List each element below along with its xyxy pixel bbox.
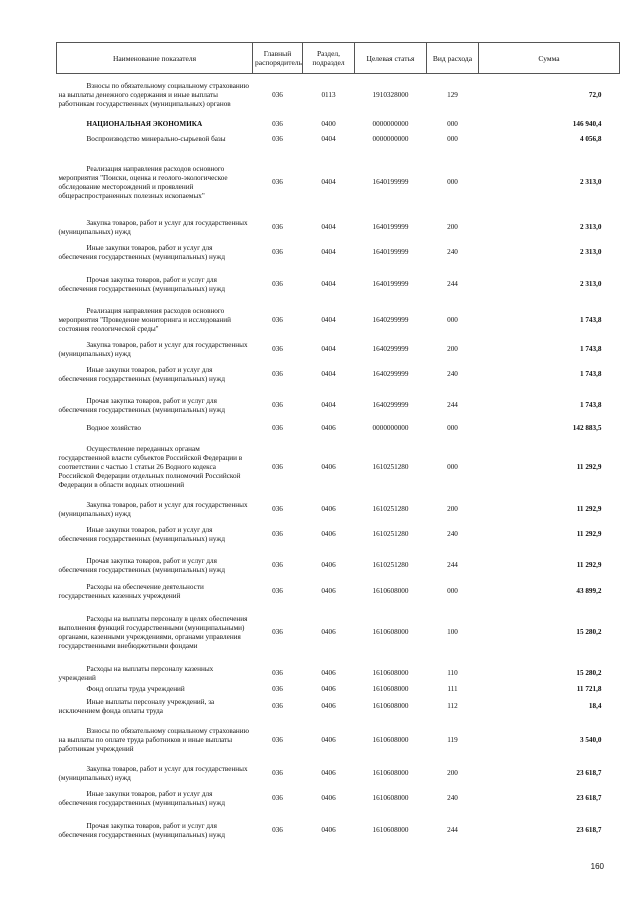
row-name: Воспроизводство минерально-сырьевой базы	[86, 135, 226, 143]
row-name-cell	[57, 582, 253, 602]
row-name: Закупка товаров, работ и услуг для государственных (муниципальных) нужд	[58, 764, 248, 782]
row-section: 0404	[321, 316, 336, 324]
row-expense-type: 244	[447, 826, 458, 834]
row-sum: 15 280,2	[576, 628, 602, 636]
row-expense-type: 240	[447, 794, 458, 802]
row-name-cell	[57, 602, 253, 664]
row-target-article: 1610608000	[372, 794, 409, 802]
row-target-article: 1610251280	[372, 561, 409, 569]
row-chief-manager: 036	[272, 120, 283, 128]
row-sum: 23 618,7	[576, 794, 602, 802]
row-name-cell	[57, 218, 253, 238]
row-chief-manager: 036	[272, 370, 283, 378]
row-expense-type: 240	[447, 370, 458, 378]
row-name: Закупка товаров, работ и услуг для государственных (муниципальных) нужд	[58, 218, 248, 236]
row-name: Закупка товаров, работ и услуг для государственных (муниципальных) нужд	[58, 340, 248, 358]
row-name: Реализация направления расходов основного мероприятия "Поиски, оценка и геолого-экологическое обследование месторождений и проявлений общераспространенных полезных ископаемых"	[58, 164, 228, 200]
row-name: Осуществление переданных органам государственной власти субъектов Российской Федерации в соответствии с частью 1 статьи 26 Водного кодекса Российской Федерации отдельных полномочий Российской Федерации в области водных отношений	[58, 445, 243, 489]
row-target-article: 1610251280	[372, 530, 409, 538]
row-target-article: 0000000000	[372, 135, 409, 143]
row-target-article: 1640199999	[372, 178, 409, 186]
row-section: 0404	[321, 248, 336, 256]
table-row	[57, 422, 620, 436]
row-name: Водное хозяйство	[86, 424, 142, 432]
row-expense-type: 110	[447, 669, 458, 677]
row-expense-type: 244	[447, 401, 458, 409]
row-expense-type: 000	[447, 316, 458, 324]
row-name-cell	[57, 132, 253, 148]
row-expense-type: 000	[447, 135, 458, 143]
row-sum: 1 743,8	[579, 401, 602, 409]
row-target-article: 1640299999	[372, 370, 409, 378]
row-section: 0406	[321, 736, 336, 744]
row-name-cell	[57, 500, 253, 520]
table-row	[57, 684, 620, 696]
row-name-cell	[57, 814, 253, 848]
row-section: 0406	[321, 826, 336, 834]
row-name: Закупка товаров, работ и услуг для государственных (муниципальных) нужд	[58, 500, 248, 518]
row-target-article: 1610251280	[372, 505, 409, 513]
row-name: Иные выплаты персоналу учреждений, за исключением фонда оплаты труда	[58, 697, 215, 715]
row-section: 0404	[321, 135, 336, 143]
row-section: 0404	[321, 280, 336, 288]
row-sum: 1 743,8	[579, 345, 602, 353]
row-section: 0406	[321, 669, 336, 677]
row-expense-type: 244	[447, 280, 458, 288]
table-row	[57, 132, 620, 148]
row-chief-manager: 036	[272, 463, 283, 471]
row-expense-type: 200	[447, 345, 458, 353]
row-sum: 23 618,7	[576, 769, 602, 777]
row-name: Иные закупки товаров, работ и услуг для обеспечения государственных (муниципальных) нужд	[58, 365, 225, 383]
row-name-cell	[57, 664, 253, 684]
row-sum: 11 292,9	[576, 463, 602, 471]
table-row	[57, 550, 620, 582]
row-section: 0400	[321, 120, 336, 128]
row-sum: 2 313,0	[579, 248, 602, 256]
row-target-article: 1640199999	[372, 248, 409, 256]
row-target-article: 1610608000	[372, 628, 409, 636]
header-expense-type: Вид расхода	[427, 43, 479, 74]
row-name-cell	[57, 684, 253, 696]
table-row	[57, 764, 620, 784]
row-name-cell	[57, 118, 253, 132]
row-sum: 1 743,8	[579, 370, 602, 378]
row-name: Прочая закупка товаров, работ и услуг для обеспечения государственных (муниципальных) нужд	[58, 396, 225, 414]
row-sum: 11 292,9	[576, 561, 602, 569]
table-row	[57, 784, 620, 814]
row-target-article: 1610608000	[372, 587, 409, 595]
row-target-article: 1610251280	[372, 463, 409, 471]
row-chief-manager: 036	[272, 769, 283, 777]
row-expense-type: 119	[447, 736, 458, 744]
table-row	[57, 74, 620, 118]
table-row	[57, 602, 620, 664]
row-chief-manager: 036	[272, 316, 283, 324]
header-indicator-name: Наименование показателя	[57, 43, 253, 74]
row-target-article: 0000000000	[372, 120, 409, 128]
row-name-cell	[57, 390, 253, 422]
row-section: 0406	[321, 424, 336, 432]
row-target-article: 1640299999	[372, 316, 409, 324]
row-target-article: 1610608000	[372, 826, 409, 834]
row-target-article: 1640199999	[372, 280, 409, 288]
header-section: Раздел, подраздел	[303, 43, 355, 74]
row-name-cell	[57, 340, 253, 360]
row-name: Расходы на выплаты персоналу в целях обеспечения выполнения функций государственными (муниципальными) органами, казенными учреждениями, органами управления государственными внебюджетными фондами	[58, 614, 248, 650]
row-chief-manager: 036	[272, 826, 283, 834]
row-section: 0406	[321, 587, 336, 595]
row-name-cell	[57, 718, 253, 764]
row-section: 0406	[321, 685, 336, 693]
row-expense-type: 000	[447, 463, 458, 471]
document-page	[56, 42, 619, 848]
row-section: 0113	[321, 91, 336, 100]
row-expense-type: 200	[447, 769, 458, 777]
row-section: 0406	[321, 702, 336, 710]
row-expense-type: 000	[447, 178, 458, 186]
row-name-cell	[57, 422, 253, 436]
row-section: 0404	[321, 401, 336, 409]
row-sum: 2 313,0	[579, 223, 602, 231]
row-name: Взносы по обязательному социальному страхованию на выплаты по оплате труда работников и иные выплаты работникам учреждений	[58, 727, 249, 753]
row-expense-type: 000	[447, 120, 458, 128]
row-section: 0406	[321, 530, 336, 538]
row-section: 0404	[321, 370, 336, 378]
row-target-article: 1610608000	[372, 736, 409, 744]
table-row	[57, 436, 620, 500]
table-row	[57, 118, 620, 132]
row-sum: 1 743,8	[579, 316, 602, 324]
row-target-article: 1640199999	[372, 223, 409, 231]
row-chief-manager: 036	[272, 669, 283, 677]
row-section: 0406	[321, 794, 336, 802]
row-name: Взносы по обязательному социальному страхованию на выплаты денежного содержания и иные выплаты работникам государственных (муниципальных) органов	[58, 82, 249, 109]
table-row	[57, 664, 620, 684]
row-sum: 43 899,2	[576, 587, 602, 595]
row-sum: 18,4	[588, 702, 602, 710]
table-header-row	[57, 43, 620, 74]
table-row	[57, 582, 620, 602]
row-name-cell	[57, 550, 253, 582]
table-row	[57, 218, 620, 238]
row-name: Расходы на обеспечение деятельности государственных казенных учреждений	[58, 582, 204, 600]
row-target-article: 1610608000	[372, 769, 409, 777]
row-chief-manager: 036	[272, 505, 283, 513]
table-row	[57, 268, 620, 302]
table-row	[57, 500, 620, 520]
row-name: Фонд оплаты труда учреждений	[86, 685, 185, 693]
header-target-article: Целевая статья	[355, 43, 427, 74]
row-chief-manager: 036	[272, 424, 283, 432]
row-sum: 2 313,0	[579, 280, 602, 288]
row-expense-type: 240	[447, 248, 458, 256]
row-target-article: 1610608000	[372, 669, 409, 677]
row-chief-manager: 036	[272, 135, 283, 143]
header-sum: Сумма	[479, 43, 620, 74]
row-chief-manager: 036	[272, 702, 283, 710]
row-expense-type: 000	[447, 587, 458, 595]
row-section: 0406	[321, 628, 336, 636]
row-expense-type: 200	[447, 505, 458, 513]
row-chief-manager: 036	[272, 794, 283, 802]
row-chief-manager: 036	[272, 401, 283, 409]
row-chief-manager: 036	[272, 223, 283, 231]
row-sum: 72,0	[588, 91, 602, 100]
row-sum: 146 940,4	[572, 120, 602, 128]
row-sum: 15 280,2	[576, 669, 602, 677]
row-chief-manager: 036	[272, 91, 283, 100]
row-sum: 4 056,8	[579, 135, 602, 143]
row-section: 0404	[321, 345, 336, 353]
row-target-article: 0000000000	[372, 424, 409, 432]
row-name-cell	[57, 238, 253, 268]
table-row	[57, 696, 620, 718]
row-name: Прочая закупка товаров, работ и услуг для обеспечения государственных (муниципальных) нужд	[58, 556, 225, 574]
table-row	[57, 148, 620, 218]
table-row	[57, 238, 620, 268]
row-section: 0406	[321, 463, 336, 471]
row-target-article: 1910328000	[372, 91, 409, 100]
table-row	[57, 340, 620, 360]
row-section: 0404	[321, 223, 336, 231]
row-chief-manager: 036	[272, 628, 283, 636]
row-expense-type: 111	[447, 685, 458, 693]
row-name-cell	[57, 436, 253, 500]
page-number: 160	[590, 862, 604, 871]
row-sum: 11 292,9	[576, 530, 602, 538]
row-expense-type: 129	[447, 91, 458, 100]
row-chief-manager: 036	[272, 685, 283, 693]
row-sum: 11 721,8	[576, 685, 602, 693]
row-name: Расходы на выплаты персоналу казенных учреждений	[58, 664, 214, 682]
row-sum: 23 618,7	[576, 826, 602, 834]
row-name: Прочая закупка товаров, работ и услуг для обеспечения государственных (муниципальных) нужд	[58, 275, 225, 293]
table-row	[57, 302, 620, 340]
header-chief-manager: Главный распорядитель	[253, 43, 303, 74]
row-name-cell	[57, 268, 253, 302]
row-chief-manager: 036	[272, 345, 283, 353]
table-row	[57, 390, 620, 422]
row-section: 0406	[321, 561, 336, 569]
row-target-article: 1610608000	[372, 685, 409, 693]
row-expense-type: 100	[447, 628, 458, 636]
row-name-cell	[57, 784, 253, 814]
row-sum: 142 883,5	[572, 424, 602, 432]
row-chief-manager: 036	[272, 561, 283, 569]
row-chief-manager: 036	[272, 736, 283, 744]
budget-table	[56, 42, 620, 848]
row-expense-type: 000	[447, 424, 458, 432]
row-expense-type: 200	[447, 223, 458, 231]
row-chief-manager: 036	[272, 178, 283, 186]
row-name: Реализация направления расходов основного мероприятия "Проведение мониторинга и исследований состояния геологической среды"	[58, 307, 231, 333]
row-target-article: 1640299999	[372, 401, 409, 409]
table-row	[57, 520, 620, 550]
table-row	[57, 360, 620, 390]
row-name: Иные закупки товаров, работ и услуг для обеспечения государственных (муниципальных) нужд	[58, 789, 225, 807]
table-row	[57, 814, 620, 848]
row-expense-type: 244	[447, 561, 458, 569]
row-chief-manager: 036	[272, 248, 283, 256]
row-name-cell	[57, 696, 253, 718]
row-expense-type: 112	[447, 702, 458, 710]
row-section: 0406	[321, 505, 336, 513]
row-target-article: 1640299999	[372, 345, 409, 353]
table-body	[57, 74, 620, 848]
row-name-cell	[57, 764, 253, 784]
row-name-cell	[57, 302, 253, 340]
row-name-cell	[57, 148, 253, 218]
row-chief-manager: 036	[272, 280, 283, 288]
row-target-article: 1610608000	[372, 702, 409, 710]
row-sum: 2 313,0	[579, 178, 602, 186]
row-section: 0406	[321, 769, 336, 777]
row-name: НАЦИОНАЛЬНАЯ ЭКОНОМИКА	[86, 120, 203, 128]
row-name: Прочая закупка товаров, работ и услуг для обеспечения государственных (муниципальных) нужд	[58, 821, 225, 839]
row-name-cell	[57, 360, 253, 390]
row-expense-type: 240	[447, 530, 458, 538]
row-name-cell	[57, 520, 253, 550]
row-sum: 3 540,0	[579, 736, 602, 744]
table-row	[57, 718, 620, 764]
row-section: 0404	[321, 178, 336, 186]
row-sum: 11 292,9	[576, 505, 602, 513]
row-name-cell	[57, 74, 253, 118]
row-chief-manager: 036	[272, 587, 283, 595]
row-name: Иные закупки товаров, работ и услуг для обеспечения государственных (муниципальных) нужд	[58, 243, 225, 261]
row-name: Иные закупки товаров, работ и услуг для обеспечения государственных (муниципальных) нужд	[58, 525, 225, 543]
row-chief-manager: 036	[272, 530, 283, 538]
